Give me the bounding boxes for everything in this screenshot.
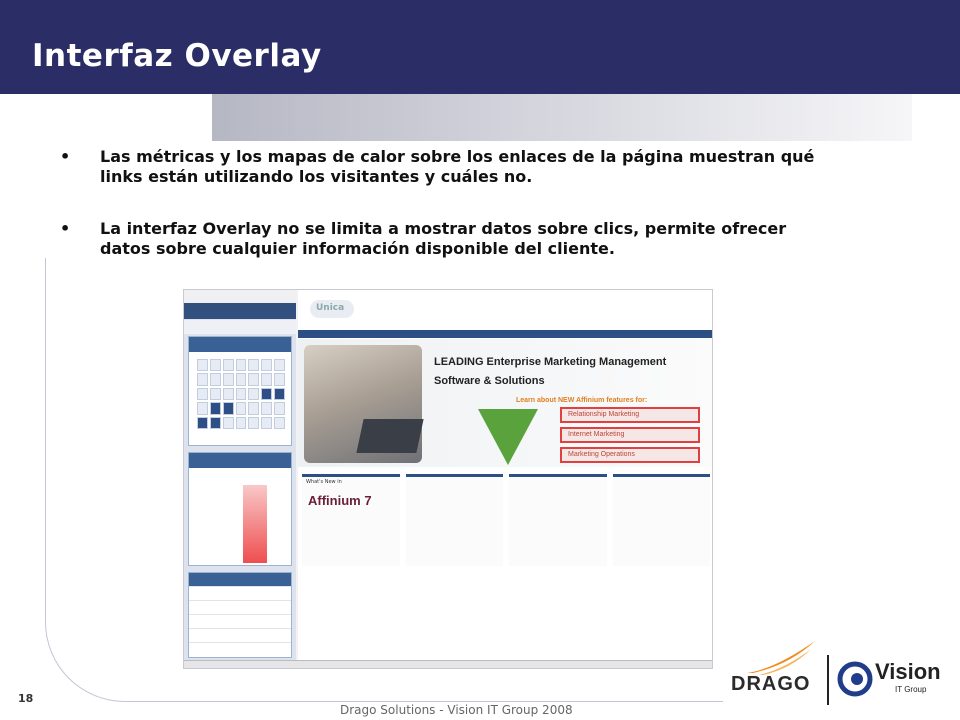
content-column xyxy=(406,474,504,566)
drago-swoosh-icon xyxy=(745,639,817,677)
report-row xyxy=(189,587,291,601)
calendar-panel xyxy=(188,336,292,446)
overlay-sidebar xyxy=(184,290,296,669)
slide-title: Interfaz Overlay xyxy=(32,38,322,74)
website-logo: Unica xyxy=(310,300,354,318)
sidebar-titlebar xyxy=(184,303,296,319)
bullet-text: Las métricas y los mapas de calor sobre los enlaces de la página muestran qué links están utilizando los visitantes y cuáles no. xyxy=(100,147,815,186)
menu-item-relationship: Relationship Marketing xyxy=(560,407,700,423)
report-row xyxy=(189,601,291,615)
report-row xyxy=(189,629,291,643)
website-nav-bar xyxy=(298,330,713,338)
page-number: 18 xyxy=(18,692,34,705)
bullet-text: La interfaz Overlay no se limita a mostrar datos sobre clics, permite ofrecer datos sobre cualquier información disponible del cliente. xyxy=(100,219,787,258)
report-panel-header xyxy=(189,573,291,587)
drago-wordmark: DRAGO xyxy=(731,673,811,695)
website-content-columns xyxy=(298,470,713,570)
website-header xyxy=(298,290,713,332)
website-view xyxy=(298,290,713,669)
heatmap-panel-header xyxy=(189,453,291,468)
footer-text: Drago Solutions - Vision IT Group 2008 xyxy=(340,703,573,717)
content-column: What's New in Affinium 7 xyxy=(302,474,400,566)
bullet-item xyxy=(60,219,840,259)
hero-heading: LEADING Enterprise Marketing Management Software & Solutions xyxy=(434,356,667,387)
bullet-dot: • xyxy=(60,219,71,238)
overlay-screenshot xyxy=(183,289,713,669)
vision-wordmark: Vision xyxy=(875,659,941,684)
report-row xyxy=(189,615,291,629)
sidebar-toolbar xyxy=(184,320,296,334)
it-group-label: IT Group xyxy=(895,685,927,694)
content-column xyxy=(613,474,711,566)
company-logo xyxy=(723,633,960,713)
report-panel xyxy=(188,572,292,658)
bullet-dot: • xyxy=(60,147,71,166)
title-gradient-band xyxy=(212,94,912,141)
bullet-item xyxy=(60,147,840,187)
browser-status-bar xyxy=(184,660,713,669)
website-hero xyxy=(298,339,713,467)
funnel-graphic xyxy=(478,409,538,465)
bullet-list xyxy=(60,147,840,259)
heatmap-panel xyxy=(188,452,292,566)
content-column xyxy=(509,474,607,566)
hero-subtitle: Learn about NEW Affinium features for: xyxy=(516,397,648,404)
menu-item-operations: Marketing Operations xyxy=(560,447,700,463)
heatmap-legend xyxy=(243,485,267,563)
vision-swirl-icon xyxy=(835,659,875,699)
calendar-grid xyxy=(197,359,285,429)
laptop-image xyxy=(356,419,423,453)
menu-item-internet: Internet Marketing xyxy=(560,427,700,443)
calendar-panel-header xyxy=(189,337,291,352)
logo-separator xyxy=(827,655,829,705)
sidebar-header xyxy=(184,290,296,303)
